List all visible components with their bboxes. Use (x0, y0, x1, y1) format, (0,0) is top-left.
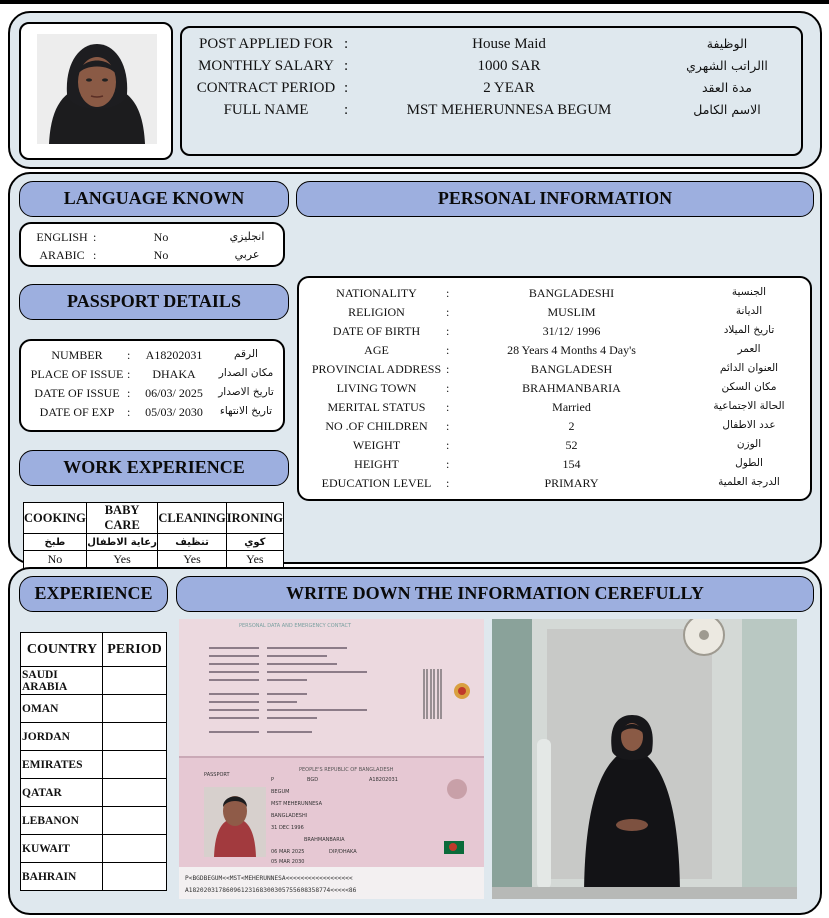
personal-row (299, 362, 810, 381)
personal-row (299, 457, 810, 476)
summary-colon: : (344, 80, 349, 96)
country-cell: OMAN (21, 695, 103, 723)
passport-row (21, 348, 283, 367)
summary-value: 1000 SAR (477, 58, 541, 74)
summary-value: House Maid (472, 36, 546, 52)
personal-value: BANGLADESH (530, 362, 613, 376)
personal-value: BANGLADESHI (528, 286, 615, 300)
experience-header-row (21, 633, 167, 667)
summary-label: CONTRACT PERIOD (196, 80, 336, 96)
personal-information-header: PERSONAL INFORMATION (296, 181, 814, 217)
scan-nationality: BANGLADESHI (271, 813, 308, 819)
personal-value: PRIMARY (544, 476, 599, 490)
personal-label: LIVING TOWN (336, 381, 417, 395)
country-cell: BAHRAIN (21, 863, 103, 891)
work-col-cooking-arabic: طبخ (24, 534, 87, 551)
summary-arabic-label: مدة العقد (702, 80, 752, 95)
period-cell (103, 751, 167, 779)
language-box (19, 222, 285, 267)
work-col-ironing-arabic: كوي (226, 534, 283, 551)
passport-label: PLACE OF ISSUE (30, 367, 124, 381)
experience-table (20, 632, 167, 891)
language-label: ARABIC (39, 248, 85, 262)
scan-birth-place: BRAHMANBARIA (304, 837, 345, 843)
table-row (21, 695, 167, 723)
country-cell: LEBANON (21, 807, 103, 835)
personal-arabic: الحالة الاجتماعية (713, 400, 785, 412)
summary-row-contract (182, 80, 801, 102)
summary-colon: : (344, 36, 349, 52)
work-arabic-row (24, 534, 284, 551)
summary-arabic-label: االراتب الشهري (686, 58, 768, 73)
profile-photo-frame (19, 22, 173, 160)
personal-value: 154 (562, 457, 581, 471)
personal-label: EDUCATION LEVEL (321, 476, 432, 490)
scan-type: P (271, 777, 275, 783)
summary-label: POST APPLIED FOR (199, 36, 333, 52)
summary-arabic-label: الوظيفة (706, 36, 748, 51)
table-row (21, 723, 167, 751)
scan-number: A18202031 (369, 777, 398, 783)
work-value-cooking: No (24, 551, 87, 569)
personal-row (299, 476, 810, 495)
table-row (21, 807, 167, 835)
language-arabic: انجليزي (229, 230, 265, 243)
scan-mrz-line-2: A18202031786096123168300305755608358774<<<<<86 (185, 887, 357, 894)
personal-value: 31/12/ 1996 (542, 324, 601, 338)
personal-colon: : (446, 381, 450, 395)
passport-label: DATE OF ISSUE (34, 386, 120, 400)
language-value: No (153, 230, 169, 244)
period-cell (103, 807, 167, 835)
work-value-cleaning: Yes (158, 551, 226, 569)
period-cell (103, 863, 167, 891)
work-col-baby-care-arabic: رعاية الاطفال (86, 534, 158, 551)
period-cell (103, 779, 167, 807)
summary-value: 2 YEAR (483, 80, 535, 96)
passport-value: A18202031 (145, 348, 203, 362)
personal-colon: : (446, 476, 450, 490)
personal-value: 28 Years 4 Months 4 Day's (507, 343, 636, 357)
scan-doc-label: PASSPORT (204, 772, 230, 778)
period-cell (103, 835, 167, 863)
personal-colon: : (446, 400, 450, 414)
passport-arabic: الرقم (234, 348, 258, 360)
summary-label: FULL NAME (223, 102, 309, 118)
summary-colon: : (344, 58, 349, 74)
scan-given-name: MST MEHERUNNESA (271, 801, 322, 807)
language-row (21, 248, 283, 266)
work-value-baby-care: Yes (86, 551, 158, 569)
personal-colon: : (446, 419, 450, 433)
passport-details-header: PASSPORT DETAILS (19, 284, 289, 320)
country-cell: QATAR (21, 779, 103, 807)
personal-label: NO .OF CHILDREN (325, 419, 428, 433)
work-col-cleaning: CLEANING (158, 503, 226, 534)
personal-row (299, 381, 810, 400)
experience-header: EXPERIENCE (19, 576, 168, 612)
personal-value: 2 (568, 419, 575, 433)
personal-row (299, 400, 810, 419)
scan-authority: DIP/DHAKA (329, 849, 357, 855)
country-cell: EMIRATES (21, 751, 103, 779)
table-row (21, 667, 167, 695)
personal-label: AGE (364, 343, 389, 357)
work-experience-table (23, 502, 284, 569)
summary-row-salary (182, 58, 801, 80)
personal-row (299, 324, 810, 343)
summary-colon: : (344, 102, 349, 118)
personal-label: MERITAL STATUS (327, 400, 426, 414)
summary-arabic-label: الاسم الكامل (693, 102, 761, 117)
passport-colon: : (127, 348, 131, 362)
passport-value: DHAKA (152, 367, 196, 381)
scan-expiry: 05 MAR 2030 (271, 859, 305, 865)
passport-label: NUMBER (51, 348, 103, 362)
scan-surname: BEGUM (271, 789, 290, 795)
language-value: No (153, 248, 169, 262)
scan-top-heading: PERSONAL DATA AND EMERGENCY CONTACT (239, 623, 352, 629)
personal-row (299, 438, 810, 457)
language-label: ENGLISH (36, 230, 88, 244)
language-arabic: عربي (234, 248, 260, 261)
passport-arabic: مكان الصدار (218, 367, 274, 379)
country-cell: JORDAN (21, 723, 103, 751)
summary-value: MST MEHERUNNESA BEGUM (406, 102, 612, 118)
personal-arabic: عدد الاطفال (722, 419, 776, 431)
period-column-header: PERIOD (103, 633, 167, 667)
personal-label: DATE OF BIRTH (332, 324, 421, 338)
personal-colon: : (446, 286, 450, 300)
passport-colon: : (127, 405, 131, 419)
personal-arabic: العمر (737, 343, 761, 355)
personal-arabic: الجنسية (731, 286, 767, 298)
language-colon: : (93, 248, 97, 262)
period-cell (103, 667, 167, 695)
passport-value: 06/03/ 2025 (145, 386, 203, 400)
write-down-header: WRITE DOWN THE INFORMATION CEREFULLY (176, 576, 814, 612)
language-colon: : (93, 230, 97, 244)
personal-label: WEIGHT (352, 438, 401, 452)
passport-arabic: تاريخ الاصدار (218, 386, 274, 398)
personal-row (299, 343, 810, 362)
work-col-cooking: COOKING (24, 503, 87, 534)
summary-box (180, 26, 803, 156)
period-cell (103, 723, 167, 751)
personal-colon: : (446, 457, 450, 471)
passport-details-box (19, 339, 285, 432)
personal-colon: : (446, 343, 450, 357)
summary-label: MONTHLY SALARY (198, 58, 334, 74)
personal-colon: : (446, 305, 450, 319)
summary-row-name (182, 102, 801, 124)
table-row (21, 863, 167, 891)
personal-label: RELIGION (348, 305, 405, 319)
passport-label: DATE OF EXP (39, 405, 115, 419)
passport-value: 05/03/ 2030 (145, 405, 203, 419)
country-cell: KUWAIT (21, 835, 103, 863)
work-col-cleaning-arabic: تنظيف (158, 534, 226, 551)
scan-issue: 06 MAR 2025 (271, 849, 305, 855)
passport-row (21, 386, 283, 405)
personal-label: NATIONALITY (336, 286, 417, 300)
work-col-baby-care: BABY CARE (86, 503, 158, 534)
work-header-row (24, 503, 284, 534)
personal-row (299, 305, 810, 324)
scan-country-line: PEOPLE'S REPUBLIC OF BANGLADESH (299, 767, 394, 773)
personal-information-box (297, 276, 812, 501)
passport-scan-image (179, 619, 484, 899)
scan-mrz-line-1: P<BGDBEGUM<<MST<MEHERUNNESA<<<<<<<<<<<<<<<<<< (185, 875, 353, 882)
work-experience-header: WORK EXPERIENCE (19, 450, 289, 486)
personal-value: MUSLIM (547, 305, 596, 319)
period-cell (103, 695, 167, 723)
work-value-ironing: Yes (226, 551, 283, 569)
personal-value: BRAHMANBARIA (522, 381, 621, 395)
passport-arabic: تاريخ الانتهاء (219, 405, 273, 417)
personal-arabic: تاريخ الميلاد (723, 324, 775, 336)
personal-arabic: الطول (735, 457, 763, 469)
country-cell: SAUDI ARABIA (21, 667, 103, 695)
table-row (21, 835, 167, 863)
work-col-ironing: IRONING (226, 503, 283, 534)
top-border (0, 0, 829, 4)
personal-colon: : (446, 438, 450, 452)
work-value-row (24, 551, 284, 569)
profile-photo (37, 34, 157, 144)
personal-label: PROVINCIAL ADDRESS (311, 362, 442, 376)
personal-arabic: الوزن (736, 438, 762, 450)
passport-row (21, 367, 283, 386)
table-row (21, 751, 167, 779)
scan-code: BGD (307, 777, 319, 783)
summary-row-post (182, 36, 801, 58)
personal-arabic: العنوان الدائم (719, 362, 779, 374)
personal-row (299, 286, 810, 305)
passport-row (21, 405, 283, 424)
personal-colon: : (446, 324, 450, 338)
personal-row (299, 419, 810, 438)
country-column-header: COUNTRY (21, 633, 103, 667)
personal-arabic: مكان السكن (721, 381, 777, 393)
full-body-photo (492, 619, 797, 899)
language-known-header: LANGUAGE KNOWN (19, 181, 289, 217)
personal-value: 52 (565, 438, 578, 452)
personal-arabic: الديانة (735, 305, 763, 317)
scan-dob: 31 DEC 1996 (271, 825, 304, 831)
personal-value: Married (552, 400, 591, 414)
personal-colon: : (446, 362, 450, 376)
personal-arabic: الدرجة العلمية (718, 476, 780, 488)
passport-colon: : (127, 367, 131, 381)
passport-colon: : (127, 386, 131, 400)
table-row (21, 779, 167, 807)
personal-label: HEIGHT (354, 457, 399, 471)
language-row (21, 230, 283, 248)
